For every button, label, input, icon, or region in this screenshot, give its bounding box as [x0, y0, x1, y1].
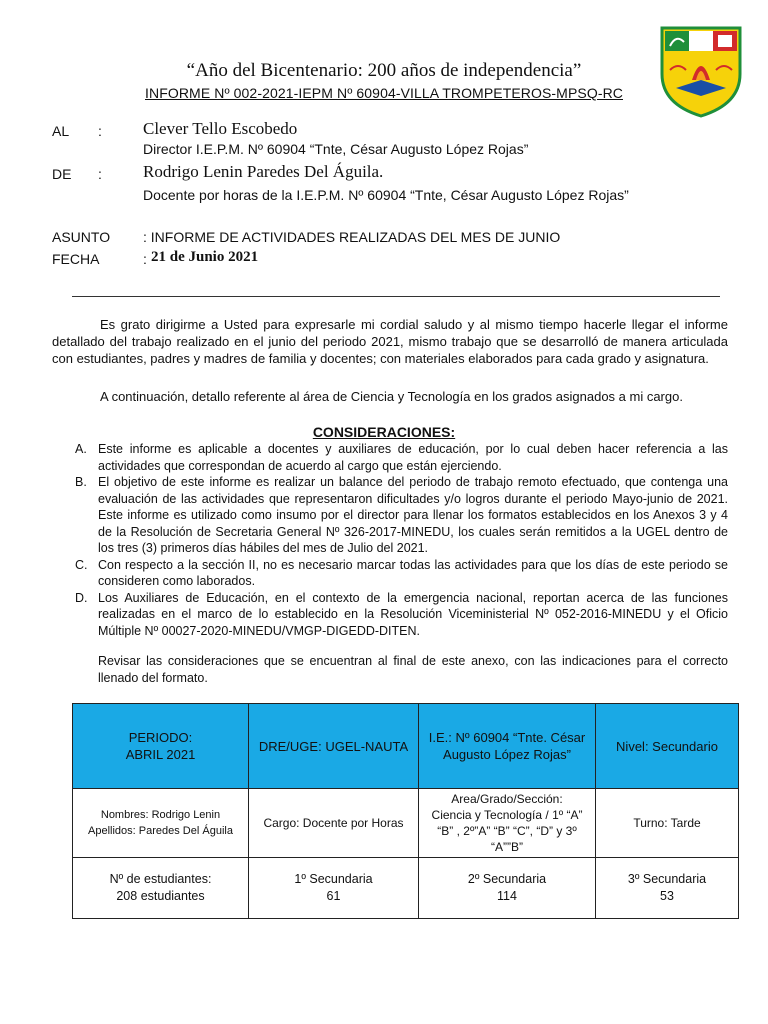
list-text: El objetivo de este informe es realizar un balance del periodo de trabajo remoto efectuado, que contenga una evaluación de las actividades que representaron dificultades y/o logros durante el periodo Mayo-junio de 2021. Este informe es utilizado como insumo por el director para llenar los formatos establecidos en los Anexos 3 y 4 de la Resolución de Secretaria General Nº 326-2017-MINEDU, los cuales serán remitidos a la UGEL dentro de los tres (3) primeros días hábiles del mes de Julio del 2021. [98, 475, 728, 555]
grade3-cell [596, 858, 739, 919]
period-cell [73, 704, 249, 789]
grade2-cell [419, 858, 596, 919]
to-label: AL [52, 123, 70, 139]
area-grade-value: Ciencia y Tecnología / 1º “A” “B” , 2º”A” “B” “C”, “D” y 3º “A””B” [431, 808, 583, 854]
grade3-label: 3º Secundaria [627, 872, 707, 886]
document-motto: “Año del Bicentenario: 200 años de independencia” [186, 60, 582, 81]
list-marker: A. [75, 442, 87, 456]
grade2-label: 2º Secundaria [467, 872, 547, 886]
students-total-cell [73, 858, 249, 919]
detail-paragraph: A continuación, detallo referente al área de Ciencia y Tecnología en los grados asignados a mi cargo. [100, 389, 683, 404]
from-colon: : [98, 166, 102, 182]
table-row [73, 789, 739, 858]
table-row [73, 704, 739, 789]
list-text: Este informe es aplicable a docentes y auxiliares de educación, por lo cual deben hacer referencia a las actividades que correspondan de acuerdo al cargo que están ejerciendo. [98, 442, 728, 473]
from-label: DE [52, 166, 72, 182]
sender-role: Docente por horas de la I.E.P.M. Nº 60904 “Tnte, César Augusto López Rojas” [143, 187, 629, 203]
considerations-heading: CONSIDERACIONES: [312, 424, 456, 440]
teacher-last-names: Apellidos: Paredes Del Águila [88, 825, 233, 837]
grade2-count: 114 [497, 889, 517, 903]
period-value: ABRIL 2021 [125, 747, 196, 762]
dre-cell: DRE/UGE: UGEL-NAUTA [249, 704, 419, 789]
date-label: FECHA [52, 251, 100, 267]
school-cell: I.E.: Nº 60904 “Tnte. César Augusto López Rojas” [419, 704, 596, 789]
list-item [52, 441, 728, 474]
grade1-label: 1º Secundaria [294, 872, 373, 886]
list-item [52, 590, 728, 640]
list-item [52, 557, 728, 590]
grade1-cell [249, 858, 419, 919]
grade3-count: 53 [660, 889, 674, 903]
area-grade-cell [419, 789, 596, 858]
date-value: 21 de Junio 2021 [151, 249, 259, 265]
period-label: PERIODO: [128, 730, 193, 745]
list-text: Los Auxiliares de Educación, en el contexto de la emergencia nacional, reportan acerca de las funciones realizadas en el marco de lo establecido en la Resolución Viceministerial Nº 052-2016-MINEDU y el Oficio Múltiple Nº 00027-2020-MINEDU/VMGP-DIGEDD-DITEN. [98, 590, 728, 638]
students-label: Nº de estudiantes: [109, 872, 212, 886]
to-colon: : [98, 123, 102, 139]
list-marker: C. [75, 557, 88, 572]
subject-value: : INFORME DE ACTIVIDADES REALIZADAS DEL MES DE JUNIO [143, 229, 561, 245]
review-note: Revisar las consideraciones que se encuentran al final de este anexo, con las indicaciones para el correcto llenado del formato. [98, 654, 728, 685]
school-crest-icon [656, 22, 746, 118]
considerations-list [52, 441, 728, 639]
grade1-count: 61 [326, 889, 341, 903]
list-marker: D. [75, 590, 88, 605]
list-item [52, 474, 728, 557]
table-row [73, 858, 739, 919]
students-total: 208 estudiantes [116, 889, 205, 903]
teacher-name-cell [73, 789, 249, 858]
list-text: Con respecto a la sección II, no es necesario marcar todas las actividades para que los días de este periodo se consideren como laborados. [98, 557, 728, 588]
position-cell: Cargo: Docente por Horas [249, 789, 419, 858]
subject-label: ASUNTO [52, 229, 111, 245]
teacher-first-names: Nombres: Rodrigo Lenin [100, 809, 221, 821]
shift-cell: Turno: Tarde [596, 789, 739, 858]
recipient-name: Clever Tello Escobedo [143, 119, 298, 138]
intro-paragraph: Es grato dirigirme a Usted para expresarle mi cordial saludo y al mismo tiempo hacerle llegar el informe detallado del trabajo realizado en el junio del periodo 2021, mismo trabajo que se desarrolló de manera articulada con estudiantes, padres y madres de familia y docentes; con materiales elaborados para cada grado y asignatura. [52, 317, 728, 366]
report-reference: INFORME Nº 002-2021-IEPM Nº 60904-VILLA TROMPETEROS-MPSQ-RC [145, 85, 623, 101]
area-grade-label: Area/Grado/Sección: [451, 792, 563, 806]
list-marker: B. [75, 475, 87, 489]
divider-line [72, 296, 720, 297]
info-table [72, 703, 739, 919]
sender-name: Rodrigo Lenin Paredes Del Águila. [143, 162, 384, 181]
level-cell: Nivel: Secundario [596, 704, 739, 789]
date-colon: : [143, 251, 147, 267]
recipient-role: Director I.E.P.M. Nº 60904 “Tnte, César Augusto López Rojas” [143, 141, 529, 157]
